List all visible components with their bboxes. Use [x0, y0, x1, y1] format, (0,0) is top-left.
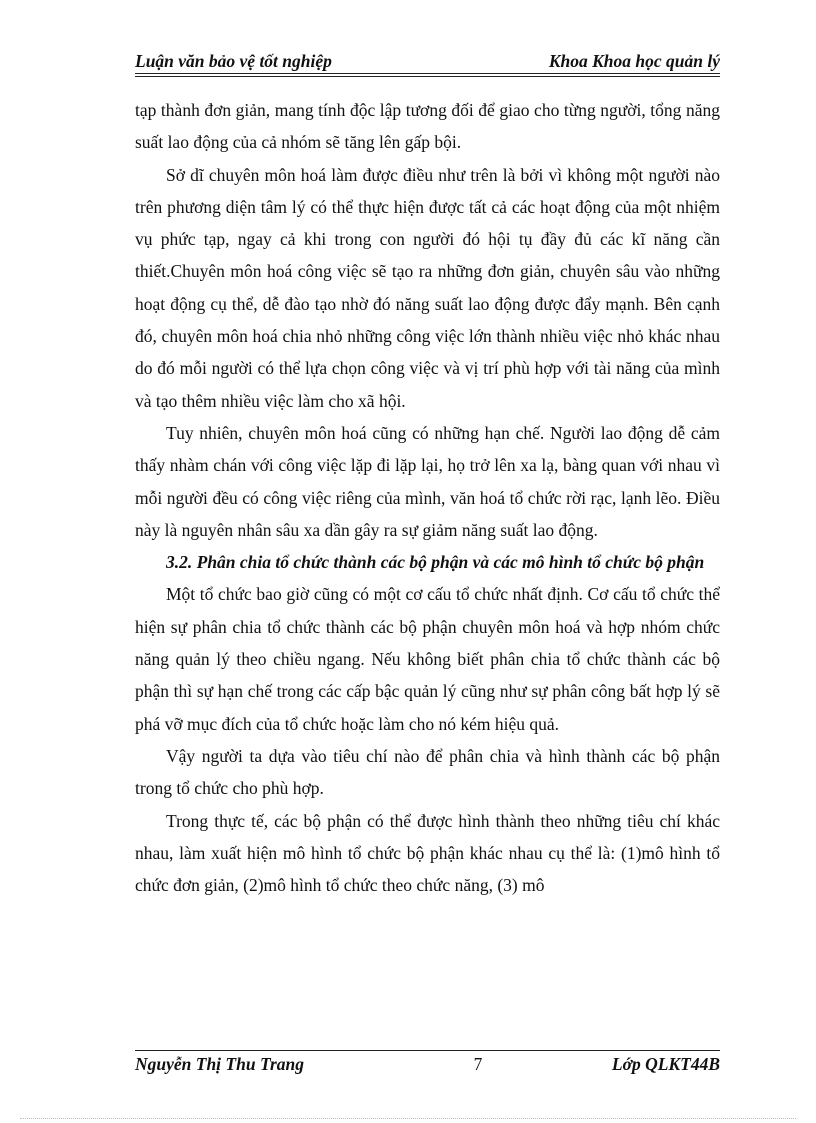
paragraph-org-structure: Một tổ chức bao giờ cũng có một cơ cấu tổ chức nhất định. Cơ cấu tổ chức thể hiện sự phân chia tổ chức thành các bộ phận chuyên môn hoá và hợp nhóm chức năng quản lý theo chiều ngang. Nếu không biết phân chia tổ chức thành các bộ phận thì sự hạn chế trong các cấp bậc quản lý cũng như sự phân công bất hợp lý sẽ phá vỡ mục đích của tổ chức hoặc làm cho nó kém hiệu quả. — [135, 584, 720, 734]
page-edge-divider — [20, 1118, 796, 1119]
footer-class: Lớp QLKT44B — [611, 1054, 720, 1074]
section-heading: 3.2. Phân chia tổ chức thành các bộ phận và các mô hình tổ chức bộ phận — [166, 552, 705, 573]
paragraph-models: Trong thực tế, các bộ phận có thể được hình thành theo những tiêu chí khác nhau, làm xuất hiện mô hình tổ chức bộ phận khác nhau cụ thể là: (1)mô hình tổ chức đơn giản, (2)mô hình tổ chức theo chức năng, (3) mô — [135, 810, 720, 896]
paragraph-continuation: tạp thành đơn giản, mang tính độc lập tương đối để giao cho từng người, tổng năng suất lao động của cả nhóm sẽ tăng lên gấp bội. — [135, 100, 720, 153]
paragraph-specialization-limits: Tuy nhiên, chuyên môn hoá cũng có những hạn chế. Người lao động dễ cảm thấy nhàm chán với công việc lặp đi lặp lại, họ trở lên xa lạ, bàng quan với nhau vì mỗi người đều có công việc riêng của mình, văn hoá tổ chức rời rạc, lạnh lẽo. Điều này là nguyên nhân sâu xa dần gây ra sự giảm năng suất lao động. — [135, 422, 720, 540]
page-footer — [135, 1050, 720, 1075]
paragraph-specialization-benefits: Sở dĩ chuyên môn hoá làm được điều như trên là bởi vì không một người nào trên phương diện tâm lý có thể thực hiện được tất cả các hoạt động của một nhiệm vụ phức tạp, ngay cả khi trong con người đó hội tụ đầy đủ các kĩ năng cần thiết.Chuyên môn hoá công việc sẽ tạo ra những đơn giản, chuyên sâu vào những hoạt động cụ thể, dễ đào tạo nhờ đó năng suất lao động được đẩy mạnh. Bên cạnh đó, chuyên môn hoá chia nhỏ những công việc lớn thành nhiều việc nhỏ khác nhau do đó mỗi người có thể lựa chọn công việc và vị trí phù hợp với tài năng của mình và tạo thêm nhiều việc làm cho xã hội. — [135, 164, 720, 411]
page-header — [135, 48, 720, 74]
footer-author: Nguyễn Thị Thu Trang — [135, 1054, 305, 1074]
paragraph-criteria-question: Vậy người ta dựa vào tiêu chí nào để phân chia và hình thành các bộ phận trong tổ chức cho phù hợp. — [135, 745, 720, 799]
header-thesis-title: Luận văn bảo vệ tốt nghiệp — [135, 51, 332, 71]
page-number: 7 — [473, 1054, 483, 1074]
header-divider — [135, 76, 720, 77]
page-body — [135, 94, 720, 901]
header-faculty: Khoa Khoa học quản lý — [548, 51, 720, 71]
